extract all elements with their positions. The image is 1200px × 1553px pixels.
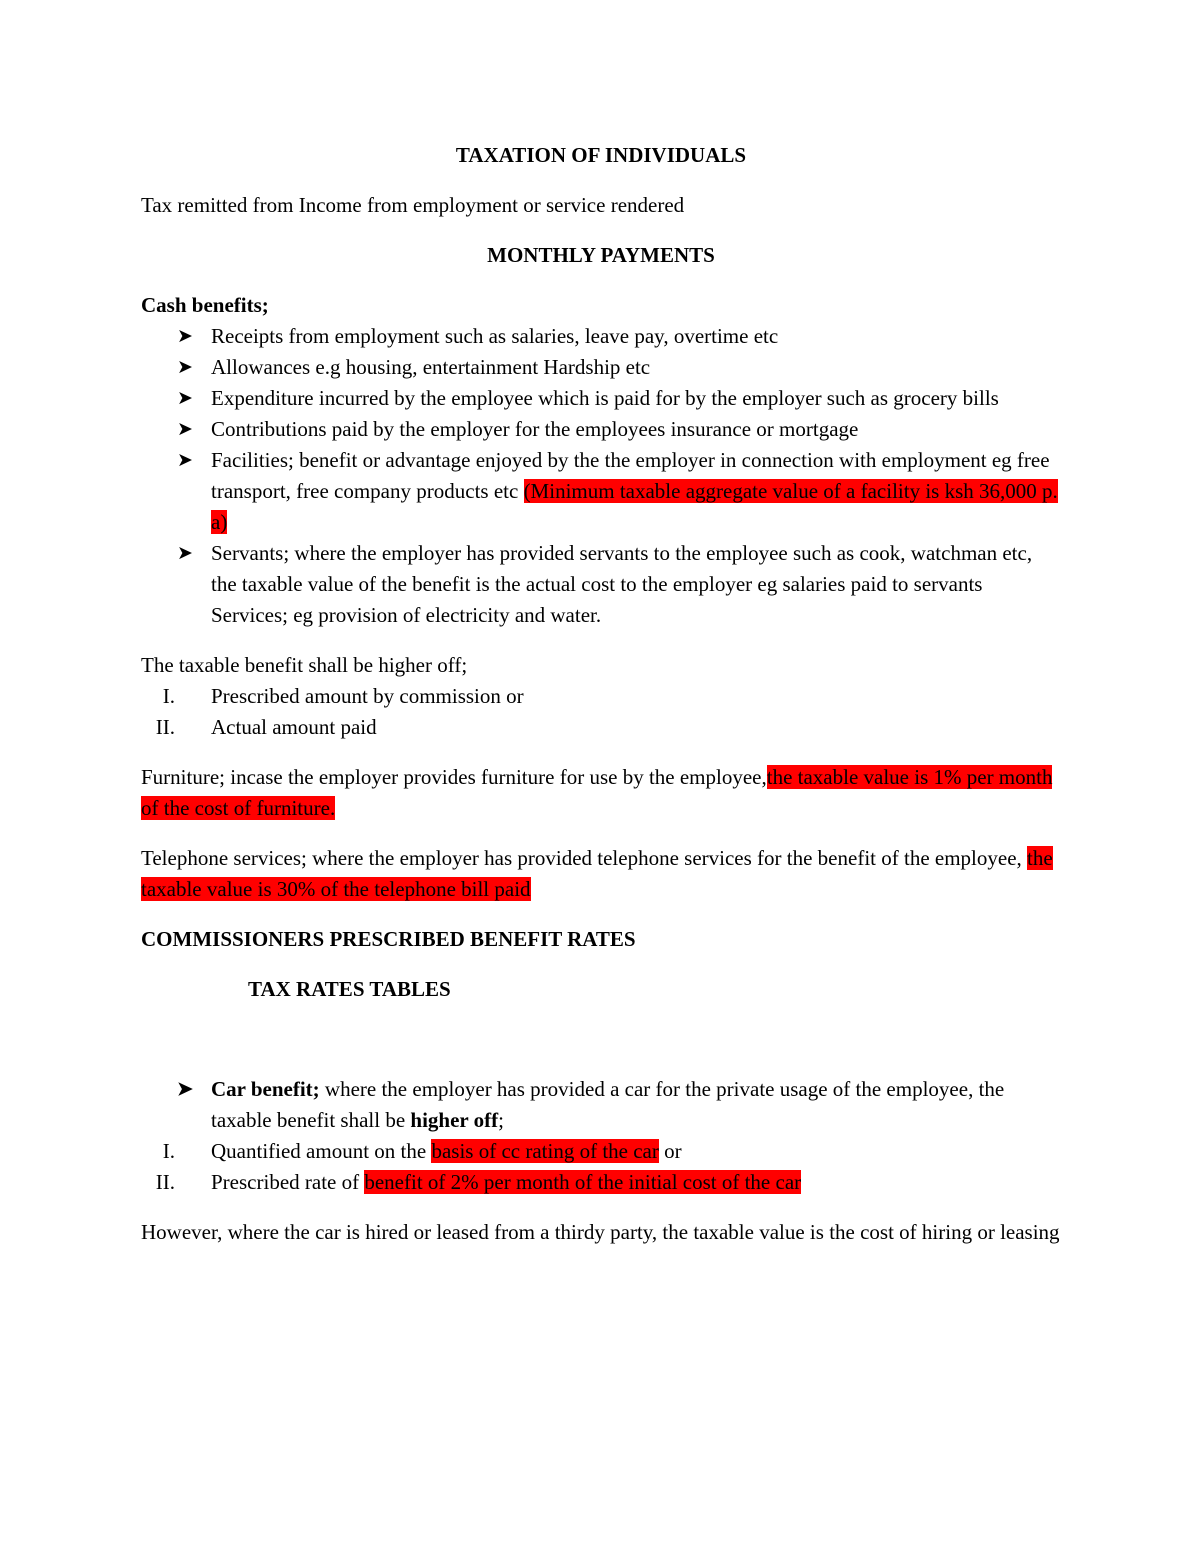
- list-item: [141, 1167, 1061, 1198]
- highlighted-text: the taxable value is 1% per month of the cost of furniture.: [141, 765, 1053, 820]
- arrow-bullet-icon: ➤: [177, 419, 193, 440]
- list-item: [141, 445, 1061, 538]
- list-item-text: Allowances e.g housing, entertainment Hardship etc: [211, 355, 651, 379]
- list-item-text: Actual amount paid: [211, 715, 377, 739]
- commissioners-heading: COMMISSIONERS PRESCRIBED BENEFIT RATES: [141, 927, 636, 951]
- list-item: [141, 321, 1061, 352]
- cash-benefits-list: [141, 321, 1061, 631]
- list-item: [141, 712, 1061, 743]
- list-item: [141, 414, 1061, 445]
- list-item-text: Quantified amount on the: [211, 1139, 432, 1163]
- tax-rates-tables-heading: TAX RATES TABLES: [248, 977, 451, 1001]
- list-item: [141, 538, 1061, 631]
- closing-paragraph: However, where the car is hired or leased from a thirdy party, the taxable value is the cost of hiring or leasing: [141, 1220, 1060, 1244]
- list-item-text: Servants; where the employer has provided servants to the employee such as cook, watchman etc, the taxable value of the benefit is the actual cost to the employer eg salaries paid to servants Services; eg provision of electricity and water.: [211, 541, 1033, 627]
- intro-paragraph: Tax remitted from Income from employment or service rendered: [141, 193, 685, 217]
- list-item-text: Prescribed rate of: [211, 1170, 365, 1194]
- list-item: [141, 383, 1061, 414]
- list-item: [141, 352, 1061, 383]
- list-item-text: Prescribed amount by commission or: [211, 684, 524, 708]
- highlighted-text: basis of cc rating of the car: [431, 1139, 659, 1163]
- car-benefit-text: where the employer has provided a car for the private usage of the employee, the taxable benefit shall be: [211, 1077, 1005, 1132]
- car-benefit-label: Car benefit;: [211, 1077, 320, 1101]
- document-title: TAXATION OF INDIVIDUALS: [455, 143, 747, 167]
- monthly-payments-heading: MONTHLY PAYMENTS: [487, 243, 715, 267]
- highlighted-text: benefit of 2% per month of the initial cost of the car: [364, 1170, 802, 1194]
- list-number: II.: [155, 1170, 175, 1194]
- list-item-text: Receipts from employment such as salaries, leave pay, overtime etc: [211, 324, 779, 348]
- higher-off-list: [141, 681, 1061, 743]
- list-item-text: Facilities; benefit or advantage enjoyed by the the employer in connection with employment eg free transport, free company products etc: [211, 448, 1050, 503]
- list-number: II.: [155, 715, 175, 739]
- cash-benefits-heading: Cash benefits;: [141, 293, 269, 317]
- car-benefit-options: [141, 1136, 1061, 1198]
- list-item: [141, 1136, 1061, 1167]
- arrow-bullet-icon: ➤: [177, 357, 193, 378]
- list-item-text: Contributions paid by the employer for the employees insurance or mortgage: [211, 417, 859, 441]
- arrow-bullet-icon: ➤: [177, 1079, 193, 1100]
- list-item: [141, 1074, 1061, 1136]
- arrow-bullet-icon: ➤: [177, 326, 193, 347]
- list-number: I.: [162, 1139, 175, 1163]
- arrow-bullet-icon: ➤: [177, 543, 193, 564]
- highlighted-text: (Minimum taxable aggregate value of a facility is ksh 36,000 p. a): [211, 479, 1058, 534]
- car-benefit-bold-tail: higher off: [410, 1108, 499, 1132]
- document-page: [141, 140, 1061, 1248]
- car-benefit-list: [141, 1074, 1061, 1136]
- list-item: [141, 681, 1061, 712]
- arrow-bullet-icon: ➤: [177, 388, 193, 409]
- telephone-text: Telephone services; where the employer has provided telephone services for the benefit of the employee,: [141, 846, 1028, 870]
- higher-off-intro: The taxable benefit shall be higher off;: [141, 653, 468, 677]
- arrow-bullet-icon: ➤: [177, 450, 193, 471]
- list-number: I.: [162, 684, 175, 708]
- highlighted-text: the taxable value is 30% of the telephone bill paid: [141, 846, 1053, 901]
- car-benefit-end: ;: [498, 1108, 504, 1132]
- telephone-paragraph: [141, 843, 1061, 905]
- furniture-text: Furniture; incase the employer provides furniture for use by the employee,: [141, 765, 767, 789]
- list-item-text-end: or: [658, 1139, 682, 1163]
- list-item-text: Expenditure incurred by the employee which is paid for by the employer such as grocery bills: [211, 386, 999, 410]
- furniture-paragraph: [141, 762, 1061, 824]
